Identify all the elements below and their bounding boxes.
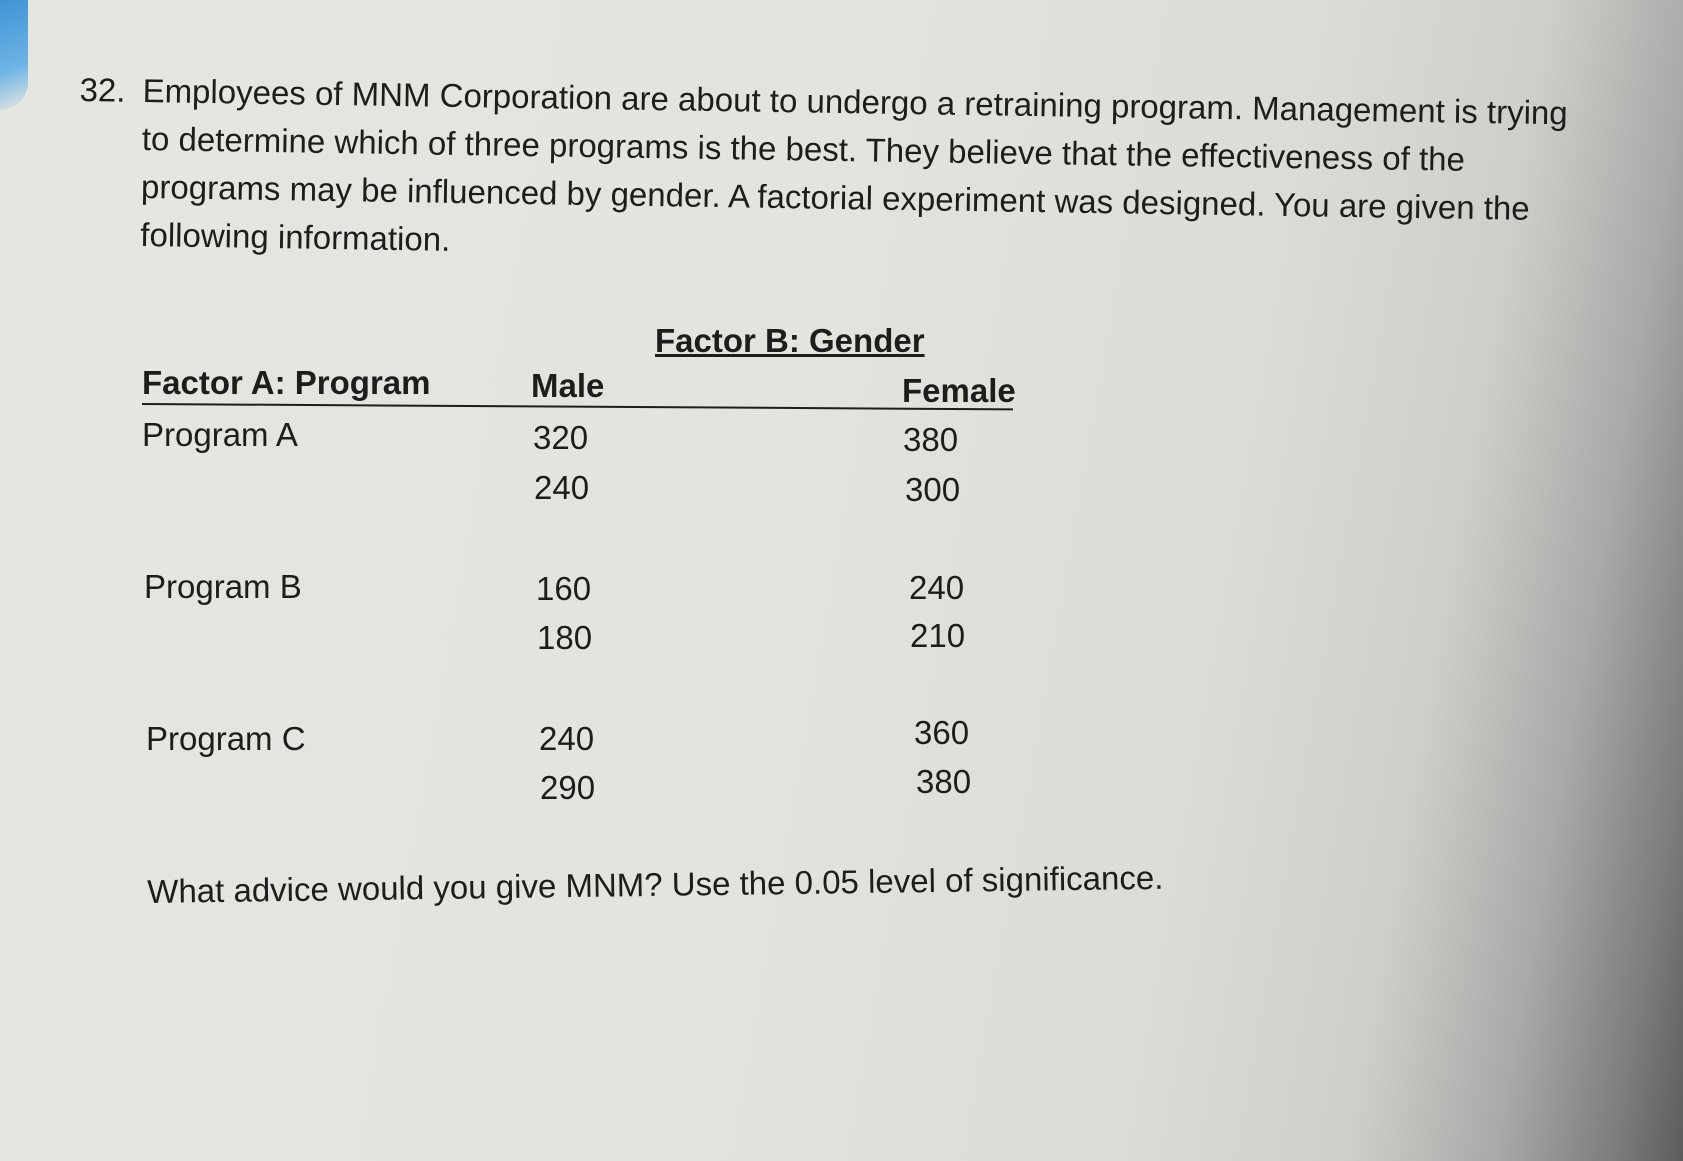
- male-column-header: Male: [531, 367, 605, 404]
- female-column-header: Female: [902, 372, 1016, 409]
- program-a-male-1: 320: [533, 419, 589, 456]
- program-a-label: Program A: [142, 416, 298, 453]
- program-b-female-2: 210: [910, 617, 966, 654]
- program-c-male-1: 240: [539, 720, 595, 757]
- factor-b-header: Factor B: Gender: [655, 322, 925, 359]
- program-a-female-2: 300: [905, 471, 961, 508]
- program-c-female-2: 380: [916, 763, 972, 800]
- problem-text: Employees of MNM Corporation are about to undergo a retraining program. Management is trying to determine which of three programs is the best. They believe that the effectiveness of the programs may be influenced by gender. A factorial experiment was designed. You are given the following information.: [140, 71, 1568, 258]
- program-c-male-2: 290: [540, 769, 596, 806]
- program-b-male-2: 180: [537, 619, 593, 656]
- program-c-label: Program C: [146, 720, 306, 757]
- program-b-label: Program B: [144, 568, 302, 605]
- problem-number: 32.: [79, 70, 126, 109]
- program-b-male-1: 160: [536, 570, 592, 607]
- problem-statement: [77, 66, 1600, 282]
- program-c-female-1: 360: [914, 714, 970, 751]
- question-text: What advice would you give MNM? Use the 0.05 level of significance.: [147, 858, 1164, 910]
- program-a-female-1: 380: [903, 421, 959, 458]
- factor-a-header: Factor A: Program: [142, 364, 431, 401]
- background-corner: [0, 0, 28, 110]
- program-b-female-1: 240: [909, 569, 965, 606]
- program-a-male-2: 240: [534, 469, 590, 506]
